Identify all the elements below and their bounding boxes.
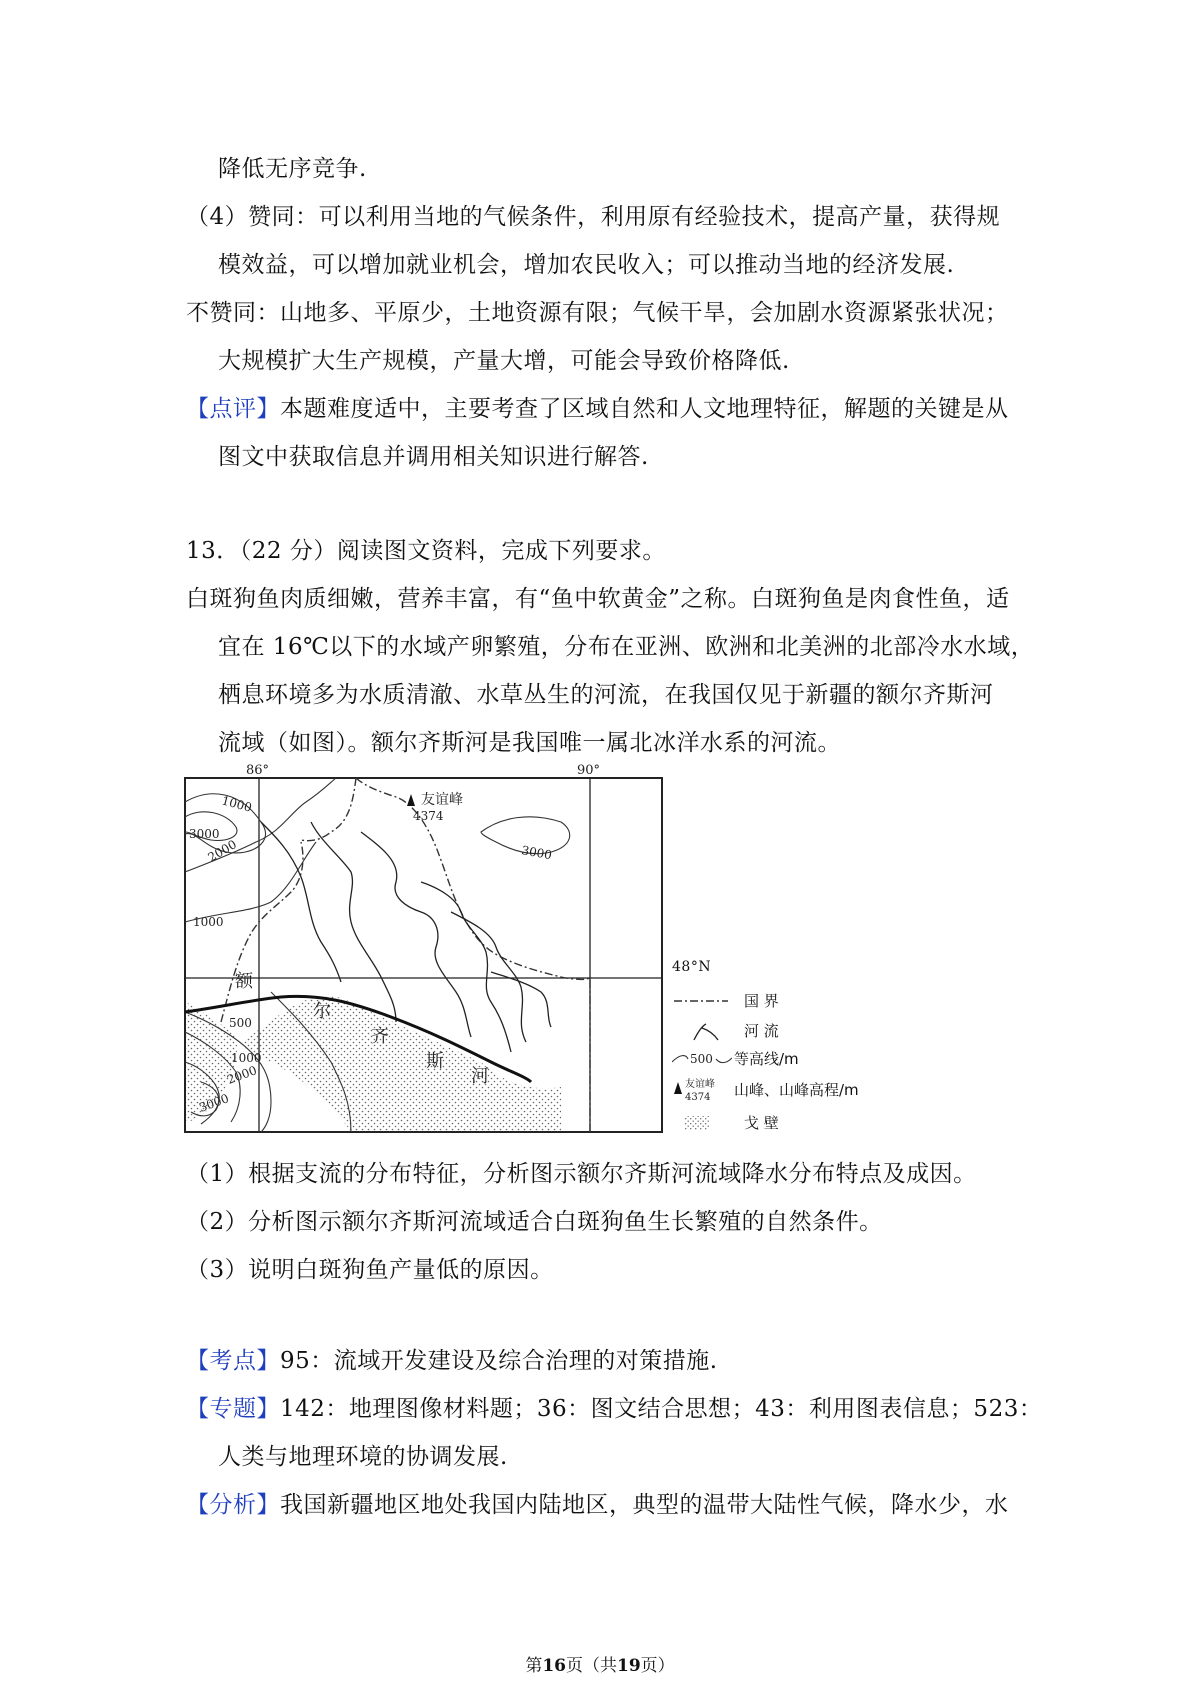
contour-label: 1000	[220, 793, 254, 815]
text-line: 栖息环境多为水质清澈、水草丛生的河流，在我国仅见于新疆的额尔齐斯河	[218, 682, 994, 708]
zhuanti-text: 142：地理图像材料题；36：图文结合思想；43：利用图表信息；523：	[280, 1396, 1043, 1422]
text-line: （4）赞同：可以利用当地的气候条件，利用原有经验技术，提高产量，获得规	[186, 204, 1001, 230]
lon-86-label: 86°	[246, 763, 270, 778]
contour-symbol	[672, 1046, 732, 1072]
fenxi-tag: 【分析】	[186, 1492, 280, 1518]
lon-90-label: 90°	[577, 763, 601, 778]
footer-mid: 页（共	[566, 1656, 617, 1676]
text-line: 不赞同：山地多、平原少，土地资源有限；气候干旱，会加剧水资源紧张状况；	[186, 300, 1009, 326]
text-line: 宜在 16℃以下的水域产卵繁殖，分布在亚洲、欧洲和北美洲的北部冷水水域，	[218, 634, 1035, 660]
peak-height: 4374	[413, 809, 444, 823]
fenxi-line	[186, 1489, 1009, 1521]
contour-label: 2000	[225, 1063, 259, 1087]
river-symbol	[672, 1018, 732, 1044]
river-name-char: 斯	[426, 1051, 444, 1072]
legend-peak-name: 友谊峰	[685, 1079, 715, 1090]
subquestion-2: （2）分析图示额尔齐斯河流域适合白斑狗鱼生长繁殖的自然条件。	[186, 1209, 883, 1235]
footer-prefix: 第	[525, 1656, 543, 1676]
text-line: 人类与地理环境的协调发展.	[218, 1444, 508, 1470]
river-name-char: 齐	[371, 1026, 389, 1047]
subquestion-3: （3）说明白斑狗鱼产量低的原因。	[186, 1257, 554, 1283]
contour-label: 3000	[520, 843, 553, 863]
contour-label: 3000	[197, 1091, 231, 1115]
text-line: 白斑狗鱼肉质细嫩，营养丰富，有“鱼中软黄金”之称。白斑狗鱼是肉食性鱼，适	[186, 586, 1010, 612]
page-total: 19	[617, 1656, 641, 1676]
text-line: 大规模扩大生产规模，产量大增，可能会导致价格降低.	[218, 348, 790, 374]
peak-symbol	[672, 1074, 732, 1100]
page-footer	[0, 1654, 1200, 1678]
review-tag: 【点评】	[186, 396, 280, 422]
river-name-char: 额	[235, 971, 253, 992]
contour-label: 3000	[189, 827, 220, 841]
question-title: 13．（22 分）阅读图文资料，完成下列要求。	[186, 538, 666, 564]
legend-contour-value: 500	[690, 1052, 713, 1066]
peak-name: 友谊峰	[421, 792, 463, 808]
gobi-symbol	[672, 1110, 732, 1136]
fenxi-text: 我国新疆地区地处我国内陆地区，典型的温带大陆性气候，降水少，水	[280, 1492, 1009, 1518]
page-number: 16	[542, 1656, 566, 1676]
kaodian-tag: 【考点】	[186, 1348, 280, 1374]
legend-label: 河 流	[744, 1022, 779, 1040]
lat-48-label: 48°N	[672, 959, 712, 975]
river-name-char: 河	[471, 1066, 489, 1087]
contour-label: 2000	[205, 837, 239, 865]
zhuanti-line	[186, 1393, 1042, 1425]
legend-label: 等高线/m	[734, 1050, 799, 1068]
kaodian-line	[186, 1345, 718, 1377]
zhuanti-tag: 【专题】	[186, 1396, 280, 1422]
map-figure	[181, 762, 666, 1134]
contour-label: 1000	[231, 1051, 262, 1065]
contour-label: 500	[229, 1016, 252, 1030]
legend-label: 国 界	[744, 992, 779, 1010]
legend-peak-height: 4374	[685, 1092, 711, 1100]
text-line: 降低无序竞争.	[218, 156, 367, 182]
subquestion-1: （1）根据支流的分布特征，分析图示额尔齐斯河流域降水分布特点及成因。	[186, 1161, 977, 1187]
map-legend	[672, 970, 912, 1140]
legend-label: 戈 壁	[744, 1114, 779, 1132]
review-text: 本题难度适中，主要考查了区域自然和人文地理特征，解题的关键是从	[280, 396, 1009, 422]
text-line: 流域（如图）。额尔齐斯河是我国唯一属北冰洋水系的河流。	[218, 730, 841, 756]
text-line: 图文中获取信息并调用相关知识进行解答.	[218, 444, 649, 470]
legend-label: 山峰、山峰高程/m	[734, 1081, 859, 1099]
text-line: 模效益，可以增加就业机会，增加农民收入；可以推动当地的经济发展.	[218, 252, 955, 278]
border-symbol	[672, 988, 732, 1014]
river-name-char: 尔	[313, 1001, 331, 1022]
footer-suffix: 页）	[640, 1656, 675, 1676]
review-line	[186, 393, 1009, 425]
contour-label: 1000	[193, 915, 224, 929]
kaodian-text: 95：流域开发建设及综合治理的对策措施.	[280, 1348, 718, 1374]
